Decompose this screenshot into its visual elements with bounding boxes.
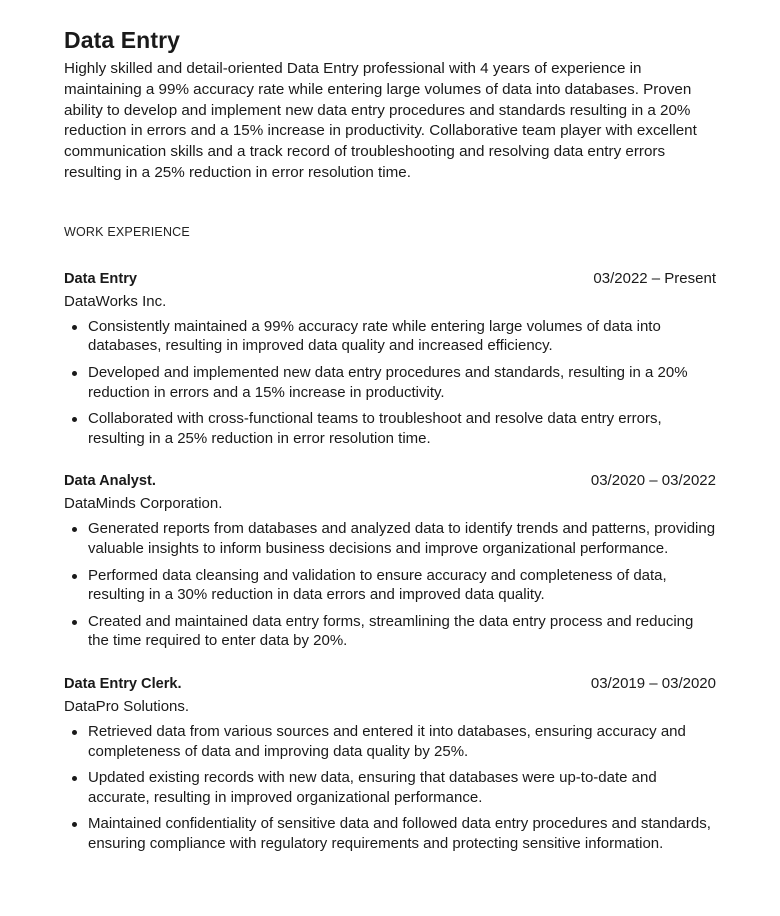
job-bullet: [64, 612, 716, 651]
job-bullet-list: [64, 317, 716, 449]
bullet-dot-icon: [72, 417, 77, 422]
resume-name: Data Entry: [64, 27, 181, 53]
job-bullet: [64, 814, 716, 853]
job-bullet-text: Updated existing records with new data, ensuring that databases were up-to-date and accurate, resulting in improved organizational performance.: [88, 769, 657, 806]
job-bullet-list: [64, 722, 716, 854]
job-bullet-text: Created and maintained data entry forms, streamlining the data entry process and reducing the time required to enter data by 20%.: [88, 612, 694, 650]
job-bullet: [64, 566, 716, 605]
job-bullet-text: Generated reports from databases and analyzed data to identify trends and patterns, providing valuable insights to inform business decisions and improve organizational performance.: [88, 520, 716, 557]
bullet-dot-icon: [72, 325, 77, 330]
job-bullet-text: Developed and implemented new data entry procedures and standards, resulting in a 20% reduction in errors and a 15% increase in productivity.: [88, 363, 688, 401]
job-entry: [64, 470, 716, 651]
job-entry: [64, 268, 716, 449]
job-bullet: [64, 519, 716, 558]
job-bullet: [64, 363, 716, 402]
job-bullet-text: Consistently maintained a 99% accuracy rate while entering large volumes of data into databases, resulting in improved data quality and increased efficiency.: [88, 317, 661, 355]
job-bullet: [64, 409, 716, 448]
company-name: DataMinds Corporation.: [64, 495, 223, 513]
job-bullet: [64, 768, 716, 807]
job-bullet: [64, 317, 716, 356]
job-dates: 03/2019 – 03/2020: [590, 674, 716, 692]
bullet-dot-icon: [72, 730, 77, 735]
job-header: [64, 268, 716, 290]
job-title: Data Analyst.: [64, 473, 156, 490]
bullet-dot-icon: [72, 371, 77, 376]
bullet-dot-icon: [72, 822, 77, 827]
job-dates: 03/2022 – Present: [593, 269, 716, 287]
job-title: Data Entry Clerk.: [64, 675, 182, 692]
job-header: [64, 673, 716, 695]
job-bullet-text: Collaborated with cross-functional teams to troubleshoot and resolve data entry errors, resulting in a 25% reduction in error resolution time.: [88, 410, 662, 447]
job-bullet: [64, 722, 716, 761]
company-name: DataWorks Inc.: [64, 292, 167, 310]
bullet-dot-icon: [72, 527, 77, 532]
professional-summary: Highly skilled and detail-oriented Data Entry professional with 4 years of experience in maintaining a 99% accuracy rate while entering large volumes of data into databases. Proven ability to develop and implement new data entry procedures and standards resulting in a 20% reduction in errors and a 15% increase in productivity. Collaborative team player with excellent communication skills and a track record of troubleshooting and resolving data entry errors resulting in a 25% reduction in error resolution time.: [64, 60, 697, 181]
job-bullet-text: Retrieved data from various sources and entered it into databases, ensuring accuracy and completeness of data and improving data quality by 25%.: [88, 722, 686, 760]
company-name: DataPro Solutions.: [64, 697, 190, 715]
bullet-dot-icon: [72, 776, 77, 781]
job-title: Data Entry: [64, 270, 137, 287]
bullet-dot-icon: [72, 620, 77, 625]
bullet-dot-icon: [72, 574, 77, 579]
job-bullet-text: Maintained confidentiality of sensitive data and followed data entry procedures and standards, ensuring compliance with regulatory requirements and protecting sensitive information.: [88, 815, 711, 852]
job-bullet-list: [64, 519, 716, 651]
job-entry: [64, 673, 716, 854]
job-header: [64, 470, 716, 492]
job-bullet-text: Performed data cleansing and validation to ensure accuracy and completeness of data, resulting in a 30% reduction in data errors and improved data quality.: [88, 566, 667, 604]
job-dates: 03/2020 – 03/2022: [590, 472, 716, 490]
section-title-work-experience: WORK EXPERIENCE: [64, 224, 190, 239]
